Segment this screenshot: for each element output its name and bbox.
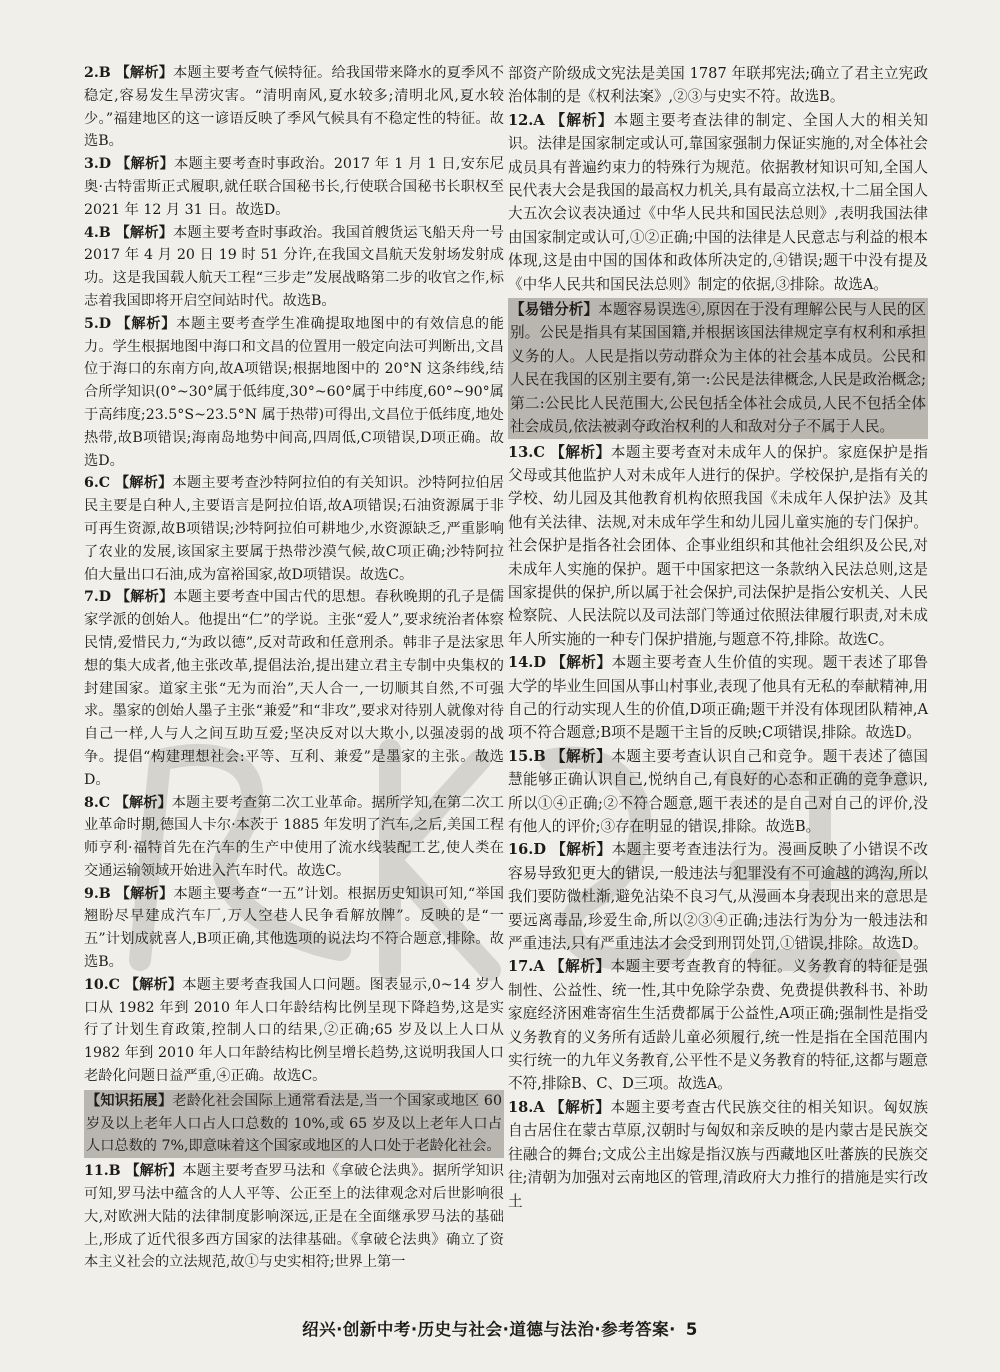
question-number: 4.B <box>84 224 111 241</box>
answer-text: 本题容易误选④,原因在于没有理解公民与人民的区别。公民是指具有某国国籍,并根据该国法律规定享有权利和承担义务的人。人民是指以劳动群众为主体的社会基本成员。公民和人民在我国的区别主要有,第一:公民是法律概念,人民是政治概念;第二:公民比人民范围大,公民包括全体社会成员,人民不包括全体社会成员,依法被剥夺政治权利的人和敌对分子不属于人民。 <box>510 301 926 436</box>
analysis-tag: 【解析】 <box>115 156 175 173</box>
answer-text: 本题主要考查沙特阿拉伯的有关知识。沙特阿拉伯居民主要是白种人,主要语言是阿拉伯语,故A项错误;石油资源属于非可再生资源,故B项错误;沙特阿拉伯可耕地少,水资源缺乏,严重影响了农业的发展,该国家主要属于热带沙漠气候,故C项正确;沙特阿拉伯大量出口石油,成为富裕国家,故D项错误。故选C。 <box>84 475 504 583</box>
analysis-tag: 【解析】 <box>115 224 174 241</box>
question-number: 10.C <box>84 976 120 993</box>
answer-entry <box>84 62 504 153</box>
question-number: 3.D <box>84 156 112 173</box>
analysis-tag: 【解析】 <box>550 443 611 461</box>
question-number: 5.D <box>84 315 112 332</box>
question-number: 16.D <box>508 841 547 859</box>
answer-text: 本题主要考查违法行为。漫画反映了小错误不改容易导致犯更大的错误,一般违法与犯罪没有不可逾越的鸿沟,所以我们要防微杜渐,避免沾染不良习气,从漫画本身表现出来的意思是要远离毒品,珍爱生命,所以②③④正确;违法行为分为一般违法和严重违法,只有严重违法才会受到刑罚处罚,①错误,排除。故选D。 <box>508 841 928 953</box>
answer-entry <box>508 745 928 839</box>
question-number: 14.D <box>508 654 547 672</box>
question-number: 15.B <box>508 747 546 765</box>
answer-entry <box>84 153 504 221</box>
analysis-tag: 【解析】 <box>115 65 174 81</box>
analysis-tag: 【解析】 <box>125 1163 183 1180</box>
answer-entry <box>84 586 504 791</box>
analysis-tag: 【解析】 <box>115 589 174 606</box>
analysis-tag: 【解析】 <box>550 747 612 765</box>
right-column <box>508 62 928 1213</box>
analysis-tag: 【解析】 <box>549 958 611 976</box>
question-number: 2.B <box>84 65 111 81</box>
answer-entry <box>508 955 928 1095</box>
question-number: 8.C <box>84 794 111 811</box>
answer-text: 本题主要考查罗马法和《拿破仑法典》。据所学知识可知,罗马法中蕴含的人人平等、公正至上的法律观念对后世影响很大,对欧洲大陆的法律制度影响深远,正是在全面继承罗马法的基础上,形成了近代很多西方国家的法律基础。《拿破仑法典》确立了资本主义社会的立法规范,故①与史实相符;世界上第一 <box>84 1163 504 1271</box>
answer-text: 部资产阶级成文宪法是美国 1787 年联邦宪法;确立了君主立宪政治体制的是《权利法案》,②③与史实不符。故选B。 <box>508 65 928 106</box>
answer-text: 本题主要考查气候特征。给我国带来降水的夏季风不稳定,容易发生旱涝灾害。“清明南风,夏水较多;清明北风,夏水较少。”福建地区的这一谚语反映了季风气候具有不稳定性的特征。故选B。 <box>84 65 504 150</box>
answer-text: 本题主要考查时事政治。我国首艘货运飞船天舟一号 2017 年 4 月 20 日 19 时 51 分许,在我国文昌航天发射场发射成功。这是我国载人航天工程“三步走”发展战略第二步的收官之作,标志着我国即将开启空间站时代。故选B。 <box>84 224 504 309</box>
answer-text: 本题主要考查教育的特征。义务教育的特征是强制性、公益性、统一性,其中免除学杂费、免费提供教科书、补助家庭经济困难寄宿生生活费都属于公益性,A项正确;强制性是指受义务教育的义务所有适龄儿童必须履行,统一性是指在全国范围内实行统一的九年义务教育,公平性不是义务教育的特征,这都与题意不符,排除B、C、D三项。故选A。 <box>508 958 928 1093</box>
analysis-tag: 【解析】 <box>114 794 172 811</box>
answer-text: 本题主要考查时事政治。2017 年 1 月 1 日,安东尼奥·古特雷斯正式履职,就任联合国秘书长,行使联合国秘书长职权至 2021 年 12 月 31 日。故选D。 <box>84 156 504 218</box>
answer-entry <box>84 472 504 586</box>
page-number: 5 <box>685 1320 698 1339</box>
analysis-tag: 【解析】 <box>114 475 173 492</box>
answer-text: 本题主要考查第二次工业革命。据所学知,在第二次工业革命时期,德国人卡尔·本茨于 1885 年发明了汽车,之后,美国工程师亨利·福特首先在汽车的生产中使用了流水线装配工艺,使人类在交通运输领域开始进入汽车时代。故选C。 <box>84 794 504 879</box>
note-box <box>84 1090 504 1158</box>
answer-entry <box>84 1160 504 1274</box>
question-number: 18.A <box>508 1098 545 1116</box>
answer-entry <box>84 883 504 974</box>
question-number: 11.B <box>84 1163 121 1180</box>
answer-text: 本题主要考查我国人口问题。图表显示,0~14 岁人口从 1982 年到 2010 年人口年龄结构比例呈现下降趋势,这是实行了计划生育政策,控制人口的结果,②正确;65 岁及以上人口从 1982 年到 2010 年人口年龄结构比例呈增长趋势,这说明我国人口老龄化问题日益严重,④正确。故选C。 <box>84 976 504 1085</box>
answer-text: 本题主要考查法律的制定、全国人大的相关知识。法律是国家制定或认可,靠国家强制力保证实施的,对全体社会成员具有普遍约束力的特殊行为规范。依据教材知识可知,全国人民代表大会是我国的最高权力机关,具有最高立法权,十二届全国人大五次会议表决通过《中华人民共和国民法总则》,表明我国法律由国家制定或认可,①②正确;中国的法律是人民意志与利益的根本体现,这是由中国的国体和政体所决定的,④错误;题干中没有提及《中华人民共和国民法总则》制定的依据,③排除。故选A。 <box>508 111 928 293</box>
answer-entry <box>84 792 504 883</box>
answer-text: 本题主要考查认识自己和竞争。题干表述了德国慧能够正确认识自己,悦纳自己,有良好的心态和正确的竞争意识,所以①④正确;②不符合题意,题干表述的是自己对自己的评价,没有他人的评价;③存在明显的错误,排除。故选B。 <box>508 747 928 835</box>
left-column <box>84 62 504 1274</box>
question-number: 17.A <box>508 958 545 976</box>
question-number: 7.D <box>84 589 112 606</box>
question-number: 6.C <box>84 475 111 492</box>
answer-text: 本题主要考查中国古代的思想。春秋晚期的孔子是儒家学派的创始人。他提出“仁”的学说。主张“爱人”,要求统治者体察民情,爱惜民力,“为政以德”,反对苛政和任意刑杀。韩非子是法家思想的集大成者,他主张改革,提倡法治,提出建立君主专制中央集权的封建国家。道家主张“无为而治”,天人合一,一切顺其自然,不可强求。墨家的创始人墨子主张“兼爱”和“非攻”,要求对待别人就像对待自己一样,人与人之间互助互爱;坚决反对以大欺小,以强凌弱的战争。提倡“构建理想社会:平等、互利、兼爱”是墨家的主张。故选D。 <box>84 589 504 788</box>
answer-entry <box>508 62 928 109</box>
answer-text: 本题主要考查“一五”计划。根据历史知识可知,“举国翘盼尽早建成汽车厂,万人空巷人民争看解放牌”。反映的是“一五”计划成就喜人,B项正确,其他选项的说法均不符合题意,排除。故选B。 <box>84 885 504 971</box>
question-number: 9.B <box>84 885 111 902</box>
page-footer <box>0 1316 1000 1340</box>
answer-text: 本题主要考查人生价值的实现。题干表述了耶鲁大学的毕业生回国从事山村事业,表现了他具有无私的奉献精神,用自己的行动实现人生的价值,D项正确;题干并没有体现团队精神,A项不符合题意;B项不是题干主旨的反映;C项错误,排除。故选D。 <box>508 654 928 742</box>
answer-text: 老龄化社会国际上通常看法是,当一个国家或地区 60 岁及以上老年人口占人口总数的 10%,或 65 岁及以上老年人口占人口总数的 7%,即意味着这个国家或地区的人口处于老龄化社会。 <box>86 1092 502 1155</box>
note-tag: 【易错分析】 <box>510 301 599 319</box>
answer-entry <box>508 441 928 652</box>
answer-entry <box>508 838 928 955</box>
answer-entry <box>84 222 504 313</box>
analysis-tag: 【解析】 <box>550 111 614 129</box>
analysis-tag: 【解析】 <box>115 885 174 902</box>
analysis-tag: 【解析】 <box>116 315 177 332</box>
answer-entry <box>508 109 928 296</box>
analysis-tag: 【解析】 <box>551 654 612 672</box>
note-box <box>508 298 928 438</box>
answer-text: 本题主要考查对未成年人的保护。家庭保护是指父母或其他监护人对未成年人进行的保护。学校保护,是指有关的学校、幼儿园及其他教育机构依照我国《未成年人保护法》及其他有关法律、法规,对未成年学生和幼儿园儿童实施的专门保护。社会保护是指各社会团体、企事业组织和其他社会组织及公民,对未成年人实施的保护。题干中国家把这一条款纳入民法总则,这是国家提供的保护,所以属于社会保护,司法保护是指公安机关、人民检察院、人民法院以及司法部门等通过依照法律履行职责,对未成年人所实施的一种专门保护措施,与题意不符,排除。故选C。 <box>508 443 928 648</box>
note-tag: 【知识拓展】 <box>86 1092 173 1109</box>
analysis-tag: 【解析】 <box>549 1098 611 1116</box>
question-number: 13.C <box>508 443 546 461</box>
answer-entry <box>508 1096 928 1213</box>
question-number: 12.A <box>508 111 545 129</box>
analysis-tag: 【解析】 <box>124 976 183 993</box>
answer-text: 本题主要考查古代民族交往的相关知识。匈奴族自古居住在蒙古草原,汉朝时与匈奴和亲反映的是内蒙古是民族交往融合的舞台;文成公主出嫁是指汉族与西藏地区吐蕃族的民族交往;清朝为加强对云南地区的管理,清政府大力推行的措施是实行改土 <box>508 1098 928 1210</box>
footer-title: 绍兴·创新中考·历史与社会·道德与法治·参考答案· <box>302 1320 676 1339</box>
answer-entry <box>84 974 504 1088</box>
answer-text: 本题主要考查学生准确提取地图中的有效信息的能力。学生根据地图中海口和文昌的位置用一般定向法可判断出,文昌位于海口的东南方向,故A项错误;根据地图中的 20°N 这条纬线,结合所学知识(0°~30°属于低纬度,30°~60°属于中纬度,60°~90°属于高纬度;23.5°S~23.5°N 属于热带)可得出,文昌位于低纬度,地处热带,故B项错误;海南岛地势中间高,四周低,C项错误,D项正确。故选D。 <box>84 315 504 469</box>
analysis-tag: 【解析】 <box>551 841 612 859</box>
answer-entry <box>508 651 928 745</box>
answer-entry <box>84 313 504 473</box>
